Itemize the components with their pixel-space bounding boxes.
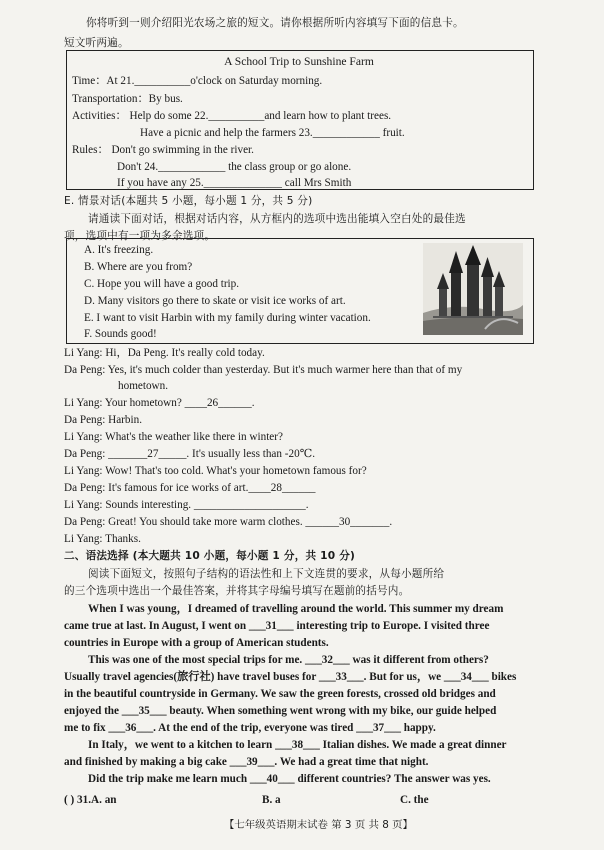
dialogue-line-10: Li Yang: Sounds interesting. ____________________. <box>64 499 309 511</box>
option-c: C. Hope you will have a good trip. <box>84 278 240 290</box>
option-b: B. Where are you from? <box>84 261 193 273</box>
section-e-heading: E. 情景对话(本题共 5 小题，每小题 1 分，共 5 分) <box>64 195 313 207</box>
info-card-title: A School Trip to Sunshine Farm <box>224 55 374 68</box>
passage-line-4: This was one of the most special trips for me. ___32___ was it different from others? <box>88 654 489 666</box>
dialogue-line-12: Li Yang: Thanks. <box>64 533 141 545</box>
passage-line-2: came true at last. In August, I went on ___31___ interesting trip to Europe. I visited three <box>64 620 490 632</box>
section-two-instr2: 的三个选项中选出一个最佳答案，并将其字母编号填写在题前的括号内。 <box>64 585 410 597</box>
passage-line-10: and finished by making a big cake ___39___. We had a great time that night. <box>64 756 429 768</box>
dialogue-line-6: Li Yang: What's the weather like there in winter? <box>64 431 283 443</box>
dialogue-line-11: Da Peng: Great! You should take more warm clothes. ______30_______. <box>64 516 393 528</box>
page-footer: 【七年级英语期末试卷 第 3 页 共 8 页】 <box>224 819 413 831</box>
dialogue-line-9: Da Peng: It's famous for ice works of art.____28______ <box>64 482 316 494</box>
dialogue-line-4: Li Yang: Your hometown? ____26______. <box>64 397 255 409</box>
passage-line-7: enjoyed the ___35___ beauty. When something went wrong with my bike, our guide helped <box>64 705 497 717</box>
info-card-transport: Transportation：By bus. <box>72 93 183 105</box>
passage-line-9: In Italy，we went to a kitchen to learn ___38___ Italian dishes. We made a great dinner <box>88 739 507 751</box>
section-e-instr1: 请通读下面对话，根据对话内容，从方框内的选项中选出能填入空白处的最佳选 <box>88 213 466 225</box>
section-e-instr2: 项，选项中有一项为多余选项。 <box>64 230 216 242</box>
dialogue-line-1: Li Yang: Hi，Da Peng. It's really cold today. <box>64 347 265 359</box>
passage-line-5: Usually travel agencies(旅行社) have travel buses for ___33___. But for us，we ___34___ bikes <box>64 671 517 683</box>
option-d: D. Many visitors go there to skate or visit ice works of art. <box>84 295 346 307</box>
passage-line-1: When I was young，I dreamed of travelling around the world. This summer my dream <box>88 603 504 615</box>
listening-intro-line2: 短文听两遍。 <box>64 37 129 49</box>
info-card-rules-3: If you have any 25.______________ call Mrs Smith <box>117 177 352 189</box>
dialogue-line-8: Li Yang: Wow! That's too cold. What's your hometown famous for? <box>64 465 367 477</box>
listening-intro-line1: 你将听到一则介绍阳光农场之旅的短文。请你根据所听内容填写下面的信息卡。 <box>86 17 464 29</box>
passage-line-8: me to fix ___36___. At the end of the trip, everyone was tired ___37___ happy. <box>64 722 436 734</box>
info-card-rules-1: Rules： Don't go swimming in the river. <box>72 144 254 156</box>
ice-castle-icon <box>423 243 523 335</box>
section-two-instr1: 阅读下面短文，按照句子结构的语法性和上下文连贯的要求，从每小题所给 <box>88 568 445 580</box>
option-a: A. It's freezing. <box>84 244 154 256</box>
passage-line-3: countries in Europe with a group of American students. <box>64 637 329 649</box>
question-31-option-c: C. the <box>400 794 429 806</box>
section-two-heading: 二、语法选择 (本大题共 10 小题，每小题 1 分，共 10 分) <box>64 550 356 562</box>
info-card-activities-2: Have a picnic and help the farmers 23.____________ fruit. <box>140 127 405 139</box>
option-e: E. I want to visit Harbin with my family during winter vacation. <box>84 312 371 324</box>
question-31-option-b: B. a <box>262 794 281 806</box>
dialogue-line-3: hometown. <box>118 380 169 392</box>
dialogue-line-5: Da Peng: Harbin. <box>64 414 142 426</box>
dialogue-line-2: Da Peng: Yes, it's much colder than yesterday. But it's much warmer here than that of my <box>64 364 463 376</box>
info-card-time: Time：At 21.__________o'clock on Saturday morning. <box>72 75 323 87</box>
passage-line-6: in the beautiful countryside in Germany. We saw the green forests, crossed old bridges and <box>64 688 496 700</box>
question-31-option-a: ( ) 31.A. an <box>64 794 117 806</box>
option-f: F. Sounds good! <box>84 328 157 340</box>
passage-line-11: Did the trip make me learn much ___40___ different countries? The answer was yes. <box>88 773 491 785</box>
info-card-rules-2: Don't 24.____________ the class group or go alone. <box>117 161 352 173</box>
dialogue-line-7: Da Peng: _______27_____. It's usually less than -20℃. <box>64 448 316 460</box>
info-card-activities-1: Activities： Help do some 22.__________and learn how to plant trees. <box>72 110 392 122</box>
